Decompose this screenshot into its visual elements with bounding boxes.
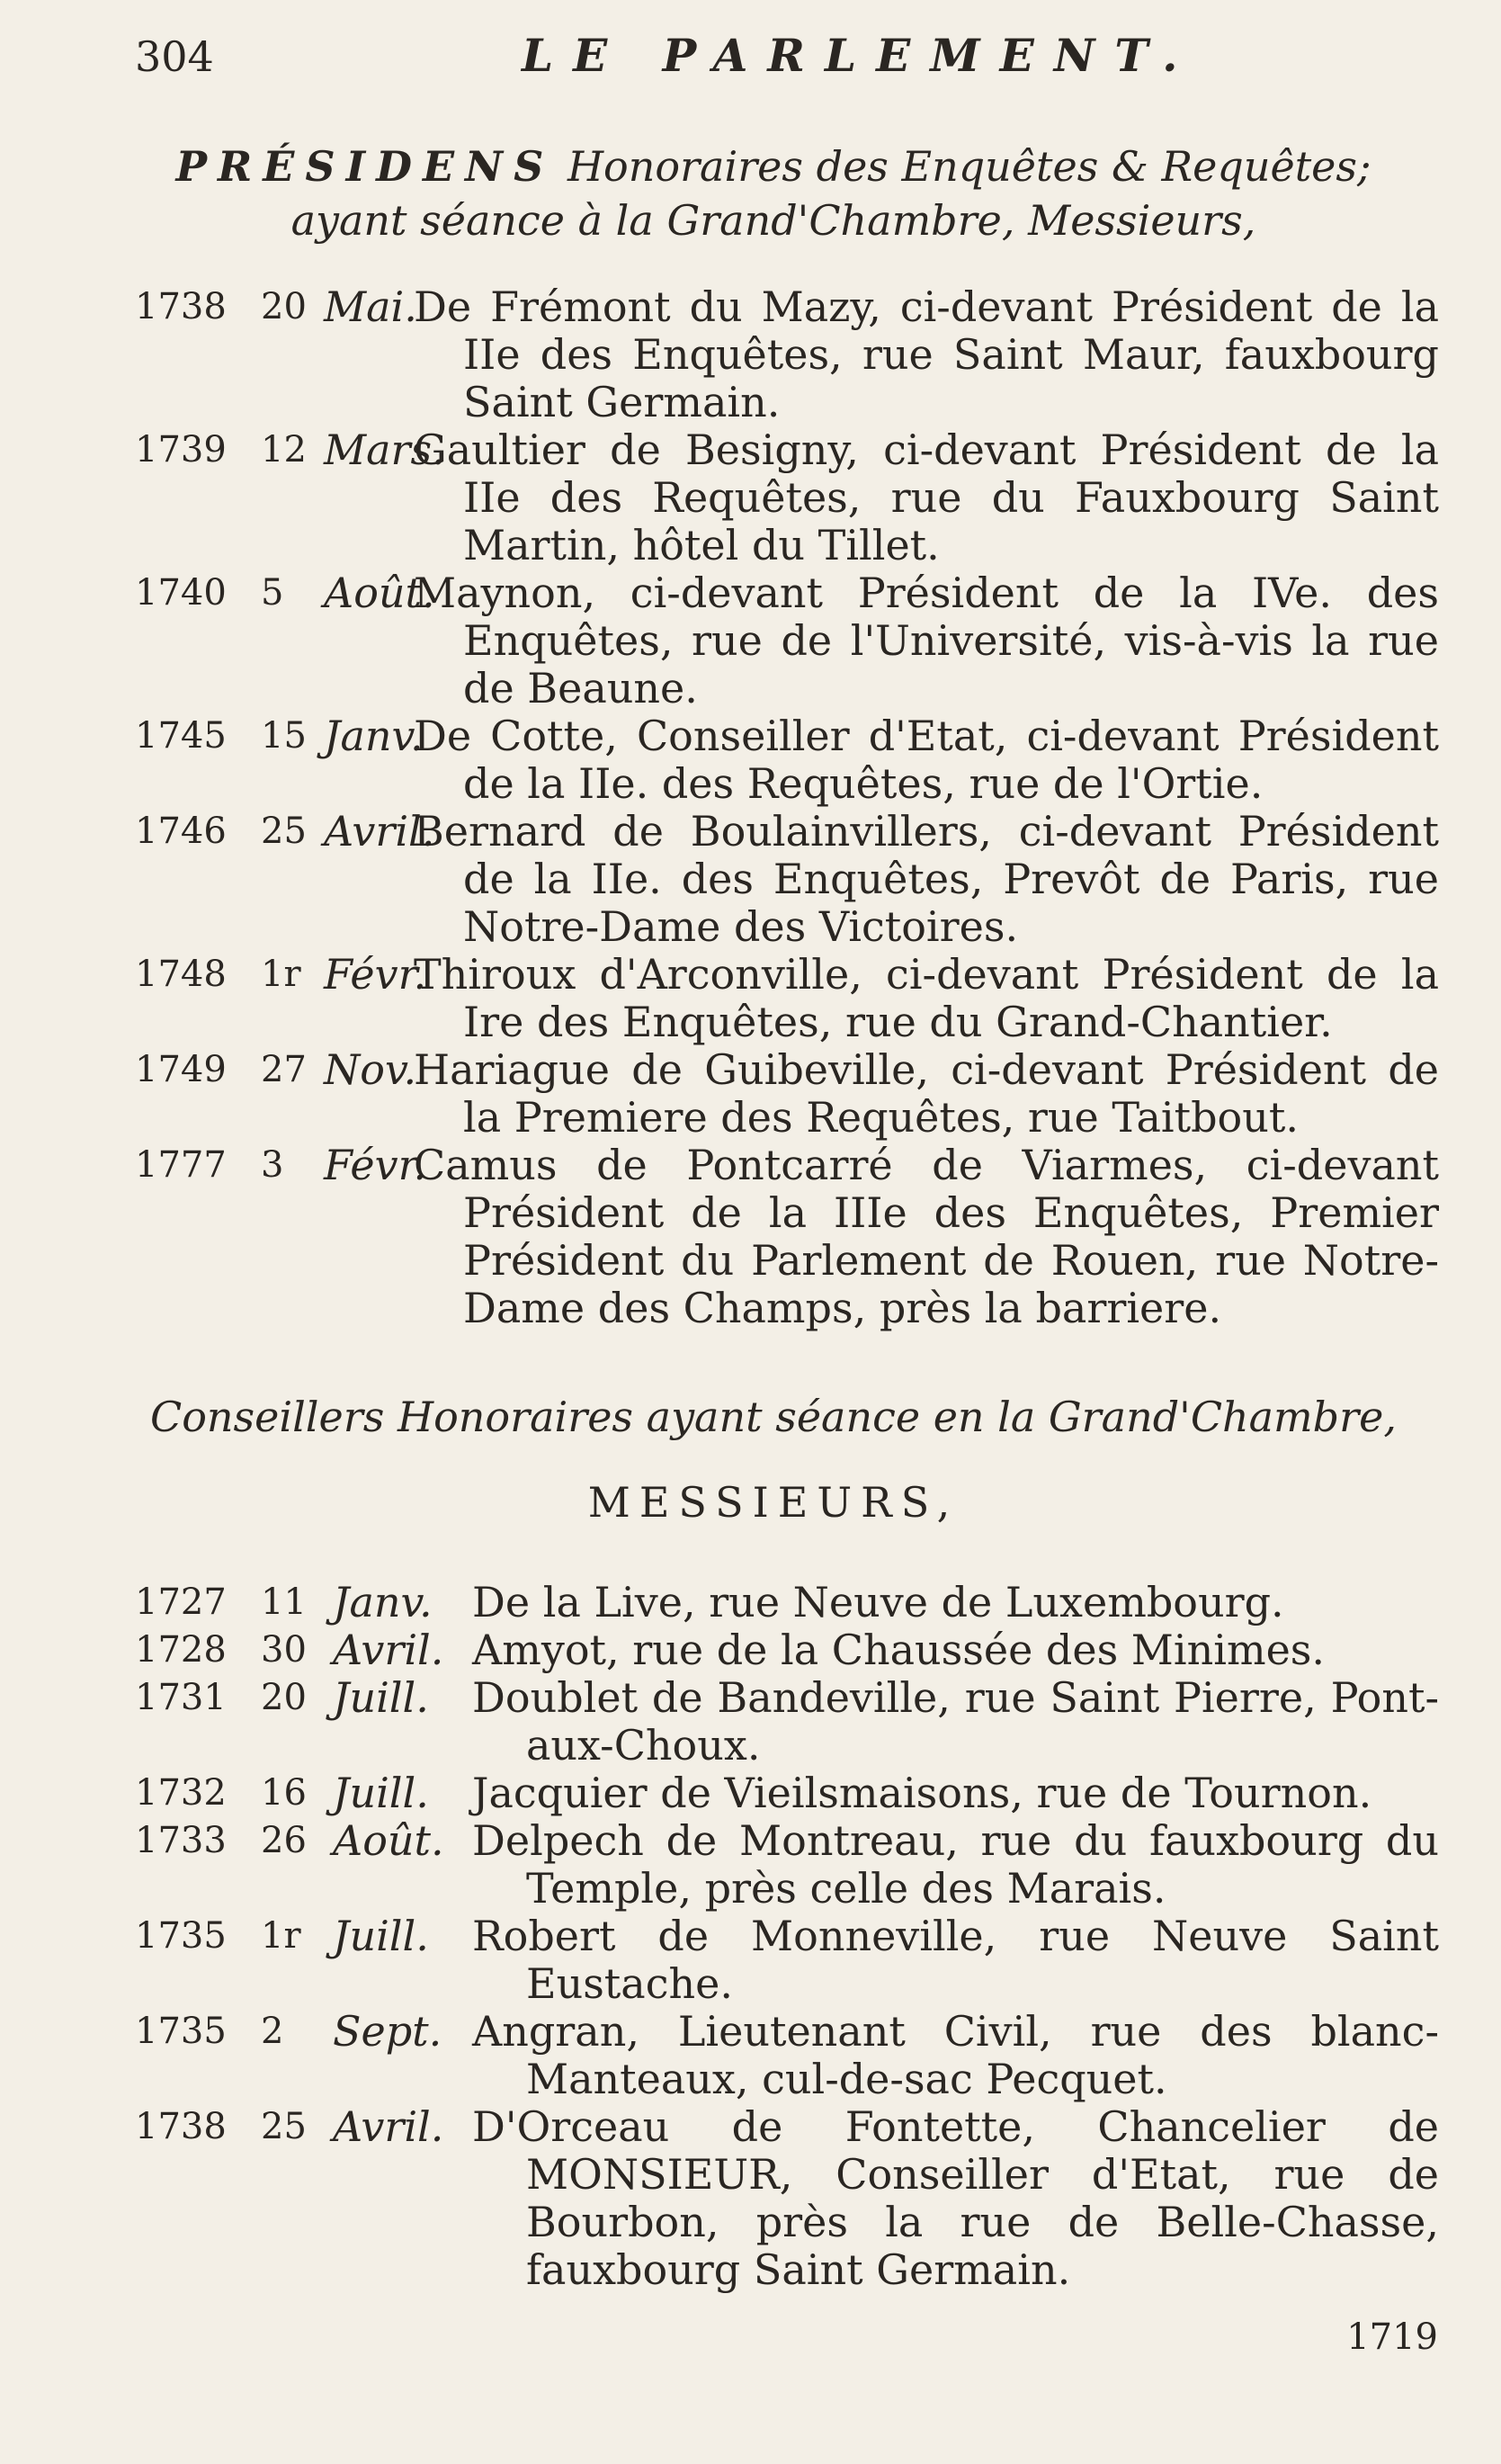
entry-text: De Frémont du Mazy, ci-devant Président de la IIe des Enquêtes, rue Saint Maur, fauxbourg Saint Germain.	[414, 282, 1439, 426]
section-title-line	[144, 139, 1403, 193]
page-number: 304	[135, 32, 214, 81]
entry-month: Juill.	[333, 1912, 429, 1960]
entries-conseillers	[135, 1579, 1439, 2294]
entry-text: Doublet de Bandeville, rue Saint Pierre, Pont-aux-Choux.	[472, 1673, 1439, 1770]
section-title-conseillers: Conseillers Honoraires ayant séance en la Grand'Chambre,	[150, 1393, 1397, 1441]
list-item	[135, 1579, 1439, 1626]
entry-year: 1727	[135, 1581, 227, 1623]
entry-year: 1733	[135, 1820, 227, 1861]
entry-month: Janv.	[333, 1578, 433, 1626]
list-item	[135, 712, 1439, 808]
entry-day: 25	[261, 811, 307, 852]
entry-day: 25	[261, 2106, 307, 2147]
entry-month: Févr.	[324, 950, 427, 999]
entry-year: 1732	[135, 1772, 227, 1814]
entry-month: Avril.	[324, 807, 435, 856]
entry-month: Avril.	[333, 2102, 444, 2151]
section-subtitle: ayant séance à la Grand'Chambre, Messieurs,	[290, 196, 1256, 245]
list-item	[135, 1142, 1439, 1332]
section-subtitle-messieurs: MESSIEURS,	[587, 1478, 960, 1527]
entry-day: 27	[261, 1049, 307, 1090]
entry-month: Sept.	[333, 2007, 442, 2056]
entry-text: Hariague de Guibeville, ci-devant Président de la Premiere des Requêtes, rue Taitbout.	[414, 1045, 1439, 1142]
entry-day: 15	[261, 715, 307, 757]
entry-year: 1740	[135, 572, 227, 614]
entry-text: Bernard de Boulainvillers, ci-devant Président de la IIe. des Enquêtes, Prevôt de Paris, rue Notre-Dame des Victoires.	[414, 807, 1439, 951]
entry-day: 16	[261, 1772, 307, 1814]
entry-year: 1746	[135, 811, 227, 852]
list-item	[135, 1626, 1439, 1674]
entry-text: Amyot, rue de la Chaussée des Minimes.	[472, 1626, 1326, 1674]
entry-month: Févr.	[324, 1141, 427, 1189]
entry-text: Jacquier de Vieilsmaisons, rue de Tournon.	[472, 1769, 1372, 1817]
list-item	[135, 283, 1439, 426]
entry-month: Nov.	[324, 1045, 417, 1094]
catchword: 1719	[1346, 2316, 1438, 2358]
entry-day: 11	[261, 1581, 307, 1623]
list-item	[135, 2103, 1439, 2294]
list-item	[135, 1674, 1439, 1770]
entry-month: Avril.	[333, 1626, 444, 1674]
list-item	[135, 426, 1439, 569]
entry-day: 20	[261, 1677, 307, 1718]
entry-month: Août.	[324, 569, 435, 617]
page-header	[135, 27, 1394, 90]
entry-year: 1735	[135, 2011, 227, 2052]
section-title-presidens	[144, 139, 1403, 247]
list-item	[135, 1046, 1439, 1142]
entry-year: 1731	[135, 1677, 227, 1718]
entry-day: 1r	[261, 1915, 301, 1957]
list-item	[135, 1770, 1439, 1817]
list-item	[135, 2008, 1439, 2103]
entry-month: Mars.	[324, 426, 445, 474]
list-item	[135, 951, 1439, 1046]
entry-text: Maynon, ci-devant Président de la IVe. des Enquêtes, rue de l'Université, vis-à-vis la rue de Beaune.	[414, 569, 1439, 712]
entry-day: 2	[261, 2011, 284, 2052]
entry-month: Janv.	[324, 712, 424, 760]
entry-text: De Cotte, Conseiller d'Etat, ci-devant Président de la IIe. des Requêtes, rue de l'Ortie.	[414, 712, 1439, 808]
list-item	[135, 1913, 1439, 2008]
entry-month: Juill.	[333, 1769, 429, 1817]
entry-day: 20	[261, 286, 307, 327]
entry-text: Delpech de Montreau, rue du fauxbourg du Temple, près celle des Marais.	[472, 1816, 1439, 1913]
entry-day: 26	[261, 1820, 307, 1861]
section-title-caps: PRÉSIDENS	[175, 142, 555, 191]
entry-year: 1777	[135, 1144, 227, 1186]
entry-month: Juill.	[333, 1673, 429, 1722]
entry-year: 1749	[135, 1049, 227, 1090]
entry-month: Mai.	[324, 282, 417, 331]
entry-day: 30	[261, 1629, 307, 1671]
entry-year: 1735	[135, 1915, 227, 1957]
entry-day: 1r	[261, 954, 301, 995]
running-head: LE PARLEMENT.	[522, 29, 1198, 82]
entries-presidens	[135, 283, 1439, 1332]
entry-year: 1748	[135, 954, 227, 995]
entry-text: De la Live, rue Neuve de Luxembourg.	[472, 1578, 1284, 1626]
entry-year: 1728	[135, 1629, 227, 1671]
entry-text: Gaultier de Besigny, ci-devant Président de la IIe des Requêtes, rue du Fauxbourg Saint Martin, hôtel du Tillet.	[414, 426, 1439, 569]
entry-text: Thiroux d'Arconville, ci-devant Président de la Ire des Enquêtes, rue du Grand-Chantier.	[414, 950, 1439, 1046]
entry-day: 3	[261, 1144, 284, 1186]
entry-text: D'Orceau de Fontette, Chancelier de MONSIEUR, Conseiller d'Etat, rue de Bourbon, près la rue de Belle-Chasse, fauxbourg Saint Germain.	[472, 2102, 1439, 2294]
entry-year: 1738	[135, 286, 227, 327]
list-item	[135, 569, 1439, 712]
list-item	[135, 1817, 1439, 1913]
entry-text: Camus de Pontcarré de Viarmes, ci-devant Président de la IIIe des Enquêtes, Premier Président du Parlement de Rouen, rue Notre-Dame des Champs, près la barriere.	[414, 1141, 1439, 1332]
entry-month: Août.	[333, 1816, 444, 1865]
entry-year: 1738	[135, 2106, 227, 2147]
section-title-rest: Honoraires des Enquêtes & Requêtes;	[567, 142, 1371, 191]
entry-day: 12	[261, 429, 307, 470]
entry-year: 1745	[135, 715, 227, 757]
entry-text: Robert de Monneville, rue Neuve Saint Eustache.	[472, 1912, 1439, 2008]
list-item	[135, 808, 1439, 951]
entry-year: 1739	[135, 429, 227, 470]
entry-day: 5	[261, 572, 284, 614]
entry-text: Angran, Lieutenant Civil, rue des blanc-Manteaux, cul-de-sac Pecquet.	[472, 2007, 1439, 2103]
